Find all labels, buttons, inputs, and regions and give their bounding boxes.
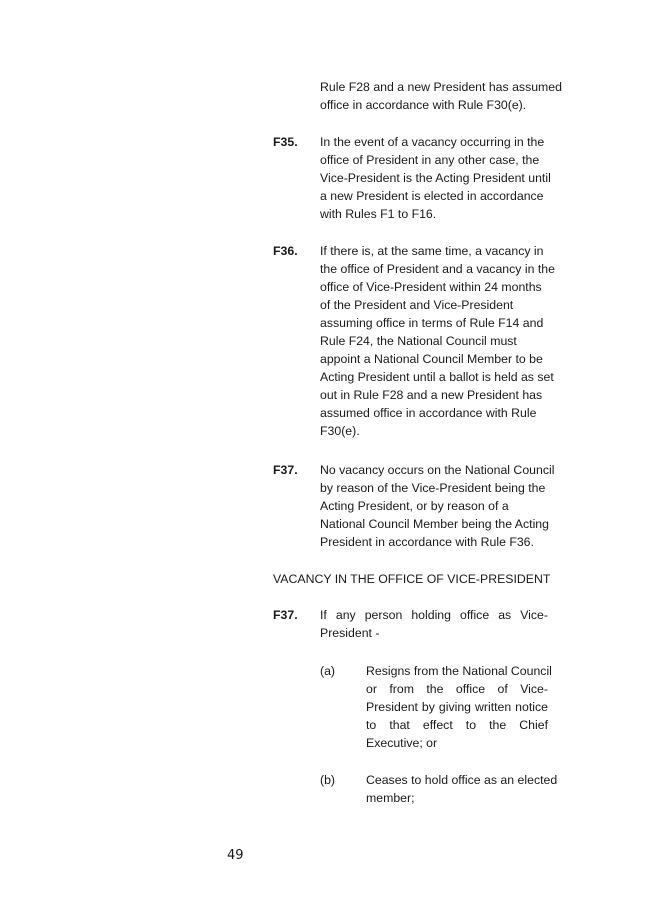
rule-f36-text-line: assuming office in terms of Rule F14 and <box>320 316 544 330</box>
rule-f36-text-line: office of Vice-President within 24 months <box>320 280 542 294</box>
rule-number-f36: F36. <box>273 244 298 258</box>
continued-text-line: Rule F28 and a new President has assumed <box>320 80 562 94</box>
rule-f36-text-line: assumed office in accordance with Rule <box>320 406 537 420</box>
section-heading: VACANCY IN THE OFFICE OF VICE-PRESIDENT <box>273 572 551 586</box>
continued-text-line: office in accordance with Rule F30(e). <box>320 98 527 112</box>
rule-number-f37: F37. <box>273 463 298 477</box>
rule-f37-second-text <box>320 606 548 642</box>
item-a-text-line: Resigns from the National Council <box>366 664 552 678</box>
rule-f36-text-line: F30(e). <box>320 424 360 438</box>
rule-f36-text-line: out in Rule F28 and a new President has <box>320 388 543 402</box>
rule-f36-text-line: of the President and Vice-President <box>320 298 514 312</box>
rule-number-f35: F35. <box>273 135 298 149</box>
item-label-a: (a) <box>320 664 336 678</box>
item-a-text-line: Executive; or <box>366 736 438 750</box>
item-a-text-line: or from the office of Vice- <box>366 682 548 696</box>
item-b-text-line: Ceases to hold office as an elected <box>366 773 558 787</box>
rule-f37-text-line: National Council Member being the Acting <box>320 517 549 531</box>
rule-f35-text-line: office of President in any other case, the <box>320 153 540 167</box>
rule-f37-text-line: President in accordance with Rule F36. <box>320 535 534 549</box>
rule-f36-text-line: appoint a National Council Member to be <box>320 352 543 366</box>
rule-f37-text-line: by reason of the Vice-President being the <box>320 481 546 495</box>
rule-f35-text-line: In the event of a vacancy occurring in the <box>320 135 545 149</box>
page-number: 49 <box>227 848 244 863</box>
rule-f37-second-text-line: If any person holding office as Vice- <box>320 608 548 622</box>
rule-f36-text-line: Acting President until a ballot is held as set <box>320 370 554 384</box>
rule-f36-text-line: If there is, at the same time, a vacancy in <box>320 244 544 258</box>
item-b-text <box>366 771 558 807</box>
rule-f36-text-line: the office of President and a vacancy in the <box>320 262 555 276</box>
rule-f35-text-line: Vice-President is the Acting President until <box>320 171 551 185</box>
item-a-text-line: President by giving written notice <box>366 700 548 714</box>
rule-f37-text-line: No vacancy occurs on the National Council <box>320 463 555 477</box>
item-label-b: (b) <box>320 773 336 787</box>
item-b-text-line: member; <box>366 791 415 805</box>
rule-f36-text-line: Rule F24, the National Council must <box>320 334 517 348</box>
item-a-text <box>366 662 552 752</box>
rule-f35-text-line: with Rules F1 to F16. <box>320 207 437 221</box>
rule-f37-second-text-line: President - <box>320 626 380 640</box>
rule-f35-text-line: a new President is elected in accordance <box>320 189 544 203</box>
rule-f37-text-line: Acting President, or by reason of a <box>320 499 509 513</box>
rule-number-f37-second: F37. <box>273 608 298 622</box>
item-a-text-line: to that effect to the Chief <box>366 718 548 732</box>
